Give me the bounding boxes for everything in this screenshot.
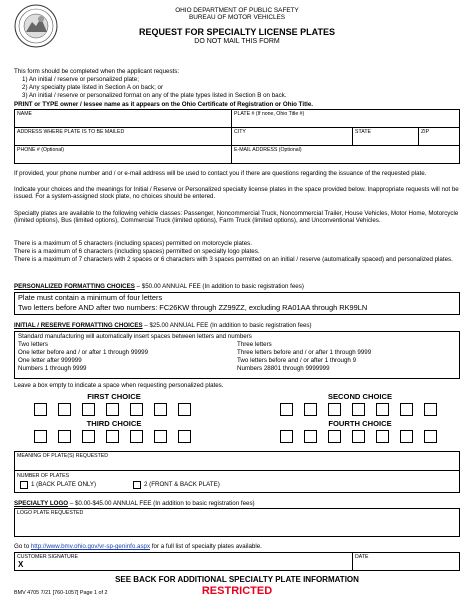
choice-char-box[interactable] bbox=[280, 430, 293, 443]
signature-label: CUSTOMER SIGNATURE bbox=[17, 554, 78, 560]
signature-field[interactable]: X bbox=[18, 560, 24, 569]
third-choice-label: THIRD CHOICE bbox=[86, 419, 142, 428]
initial-heading: INITIAL / RESERVE FORMATTING CHOICES bbox=[14, 322, 143, 329]
city-field[interactable]: CITY bbox=[234, 129, 246, 135]
choice-char-box[interactable] bbox=[424, 403, 437, 416]
two-plates-label: 2 (FRONT & BACK PLATE) bbox=[144, 481, 220, 488]
phone-field[interactable]: PHONE # (Optional) bbox=[17, 147, 64, 153]
print-instruction: PRINT or TYPE owner / lessee name as it appears on the Ohio Certificate of Registration or Ohio Title. bbox=[14, 101, 314, 108]
zip-field[interactable]: ZIP bbox=[421, 129, 430, 135]
intro-item-1: 1) An initial / reserve or personalized plate; bbox=[22, 76, 139, 83]
logo-plate-field[interactable]: LOGO PLATE REQUESTED bbox=[17, 510, 84, 516]
restricted-label: RESTRICTED bbox=[201, 585, 273, 597]
state-field[interactable]: STATE bbox=[355, 129, 371, 135]
choice-char-box[interactable] bbox=[424, 430, 437, 443]
initial-left-1: Two letters bbox=[18, 341, 48, 348]
meaning-field[interactable]: MEANING OF PLATE(S) REQUESTED bbox=[17, 453, 108, 459]
initial-left-4: Numbers 1 through 9999 bbox=[18, 365, 87, 372]
name-field[interactable]: NAME bbox=[17, 111, 32, 117]
personalized-fee: – $50.00 ANNUAL FEE (In addition to basic registration fees) bbox=[134, 283, 304, 290]
one-plate-checkbox[interactable] bbox=[20, 481, 28, 489]
choice-char-box[interactable] bbox=[58, 403, 71, 416]
initial-right-3: Two letters before and / or after 1 through 9 bbox=[237, 357, 357, 364]
mailing-address-field[interactable]: ADDRESS WHERE PLATE IS TO BE MAILED bbox=[17, 129, 125, 135]
initial-right-2: Three letters before and / or after 1 through 9999 bbox=[237, 349, 372, 356]
choice-char-box[interactable] bbox=[376, 430, 389, 443]
plate-number-field[interactable]: PLATE # (If none, Ohio Title #) bbox=[234, 111, 305, 117]
choice-char-box[interactable] bbox=[352, 403, 365, 416]
personalized-heading: PERSONALIZED FORMATTING CHOICES bbox=[14, 283, 135, 290]
goto-suffix: for a full list of specialty plates available. bbox=[150, 543, 262, 550]
initial-standard-note: Standard manufacturing will automatically insert spaces between letters and numbers bbox=[18, 333, 252, 340]
choices-instruction: Indicate your choices and the meanings for Initial / Reserve or Personalized specialty license plates in the space provided below. Inappropriate requests will not be issued. For a system-assigned stock plate, no choices should be entered. bbox=[14, 186, 459, 201]
dept-name: OHIO DEPARTMENT OF PUBLIC SAFETY bbox=[175, 7, 299, 14]
choice-char-box[interactable] bbox=[280, 403, 293, 416]
choice-char-box[interactable] bbox=[154, 430, 167, 443]
choice-char-box[interactable] bbox=[352, 430, 365, 443]
initial-right-4: Numbers 28801 through 9999999 bbox=[237, 365, 330, 372]
initial-left-2: One letter before and / or after 1 through 99999 bbox=[18, 349, 149, 356]
one-plate-label: 1 (BACK PLATE ONLY) bbox=[31, 481, 97, 488]
two-plates-checkbox[interactable] bbox=[133, 481, 141, 489]
choice-char-box[interactable] bbox=[130, 403, 143, 416]
choice-char-box[interactable] bbox=[106, 430, 119, 443]
goto-line bbox=[14, 543, 262, 550]
choice-char-box[interactable] bbox=[34, 430, 47, 443]
logo-heading-line bbox=[14, 500, 460, 507]
bureau-name: BUREAU OF MOTOR VEHICLES bbox=[188, 14, 286, 21]
choice-char-box[interactable] bbox=[400, 403, 413, 416]
initial-right-1: Three letters bbox=[237, 341, 272, 348]
date-field[interactable]: DATE bbox=[355, 554, 369, 560]
choice-char-box[interactable] bbox=[82, 430, 95, 443]
logo-limit-note: There is a maximum of 6 characters (including spaces) permitted on specialty logo plates. bbox=[14, 248, 260, 255]
logo-heading: SPECIALTY LOGO bbox=[14, 500, 69, 507]
personalized-heading-line bbox=[14, 283, 460, 290]
goto-prefix: Go to bbox=[14, 543, 31, 550]
specialty-plates-link[interactable]: http://www.bmv.ohio.gov/vr-sp-geninfo.aspx bbox=[30, 543, 151, 550]
choice-char-box[interactable] bbox=[328, 430, 341, 443]
choice-char-box[interactable] bbox=[400, 430, 413, 443]
choice-char-box[interactable] bbox=[82, 403, 95, 416]
choice-char-box[interactable] bbox=[178, 430, 191, 443]
char-limit-note: There is a maximum of 7 characters with 2 spaces or 6 characters with 3 spaces permitted on an initial / reserve (automatically spaced) and personalized plates. bbox=[14, 256, 453, 263]
first-choice-label: FIRST CHOICE bbox=[87, 392, 141, 401]
personalized-line-2: Two letters before AND after two numbers: FC26KW through ZZ99ZZ, excluding RA01AA through RK99LN bbox=[18, 303, 368, 312]
logo-fee: – $0.00-$45.00 ANNUAL FEE (In addition to basic registration fees) bbox=[68, 500, 255, 507]
form-id: BMV 4705 7/21 [760-1057] Page 1 of 2 bbox=[14, 590, 108, 596]
email-field[interactable]: E-MAIL ADDRESS (Optional) bbox=[234, 147, 302, 153]
vehicle-classes-note: Specialty plates are available to the following vehicle classes: Passenger, Noncommercial Truck, Noncommercial Trailer, House Vehicles, Motor Home, Motorcycle (limited options), Bus (limited options), Commercial Truck (limited options), Farm Truck (limited options), and Unconventional Vehicles. bbox=[14, 210, 459, 225]
fourth-choice-label: FOURTH CHOICE bbox=[328, 419, 392, 428]
page-subtitle: DO NOT MAIL THIS FORM bbox=[194, 38, 280, 45]
initial-heading-line bbox=[14, 322, 460, 329]
initial-fee: – $25.00 ANNUAL FEE (In addition to basic registration fees) bbox=[142, 322, 312, 329]
motorcycle-limit-note: There is a maximum of 5 characters (including spaces) permitted on motorcycle plates. bbox=[14, 240, 252, 247]
see-back-note: SEE BACK FOR ADDITIONAL SPECIALTY PLATE INFORMATION bbox=[115, 575, 359, 584]
choice-char-box[interactable] bbox=[154, 403, 167, 416]
intro-lead: This form should be completed when the applicant requests: bbox=[14, 68, 180, 75]
choice-char-box[interactable] bbox=[58, 430, 71, 443]
choice-char-box[interactable] bbox=[178, 403, 191, 416]
choice-char-box[interactable] bbox=[34, 403, 47, 416]
intro-item-3: 3) An initial / reserve or personalized format on any of the plate types listed in Section B on back. bbox=[22, 92, 287, 99]
leave-blank-note: Leave a box empty to indicate a space when requesting personalized plates. bbox=[14, 382, 224, 389]
number-of-plates-label: NUMBER OF PLATES bbox=[17, 473, 70, 479]
personalized-line-1: Plate must contain a minimum of four letters bbox=[18, 293, 163, 302]
choice-char-box[interactable] bbox=[328, 403, 341, 416]
intro-item-2: 2) Any specialty plate listed in Section A on back; or bbox=[22, 84, 164, 91]
choice-char-box[interactable] bbox=[106, 403, 119, 416]
initial-left-3: One letter after 999999 bbox=[18, 357, 82, 364]
choice-char-box[interactable] bbox=[376, 403, 389, 416]
second-choice-label: SECOND CHOICE bbox=[327, 392, 393, 401]
contact-note: If provided, your phone number and / or e-mail address will be used to contact you if there are questions regarding the issuance of the requested plate. bbox=[14, 170, 427, 177]
choice-char-box[interactable] bbox=[130, 430, 143, 443]
choice-char-box[interactable] bbox=[304, 430, 317, 443]
choice-char-box[interactable] bbox=[304, 403, 317, 416]
page-title: REQUEST FOR SPECIALTY LICENSE PLATES bbox=[138, 27, 336, 37]
